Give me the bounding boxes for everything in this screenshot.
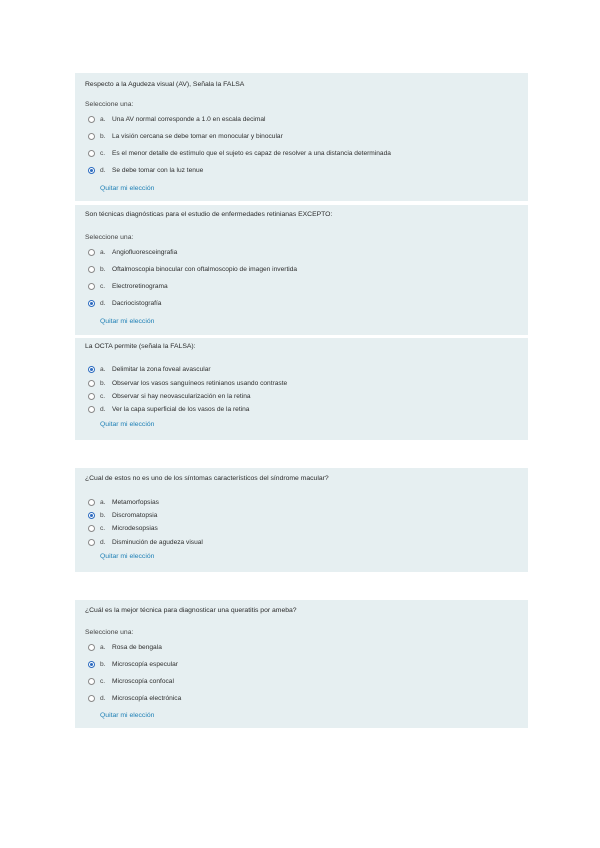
option-label: Disminución de agudeza visual	[112, 538, 203, 546]
select-prompt: Seleccione una:	[85, 234, 134, 241]
option-letter: b.	[100, 660, 106, 668]
option-letter: d.	[100, 405, 106, 413]
question-text: ¿Cual de estos no es uno de los síntomas característicos del síndrome macular?	[85, 475, 329, 482]
option-label: Es el menor detalle de estímulo que el sujeto es capaz de resolver a una distancia determinada	[112, 149, 391, 157]
radio-button[interactable]	[88, 678, 95, 685]
option-a[interactable]	[88, 497, 159, 507]
option-label: Dacriocistografía	[112, 299, 162, 307]
radio-button[interactable]	[88, 150, 95, 157]
option-a[interactable]	[88, 247, 177, 257]
option-label: Ver la capa superficial de los vasos de la retina	[112, 405, 250, 413]
radio-button[interactable]	[88, 539, 95, 546]
option-letter: b.	[100, 379, 106, 387]
option-label: Microscopía confocal	[112, 677, 174, 685]
radio-button[interactable]	[88, 512, 95, 519]
clear-choice-link[interactable]: Quitar mi elección	[100, 553, 155, 560]
option-b[interactable]	[88, 131, 283, 141]
question-card-4	[75, 468, 528, 572]
question-card-5	[75, 600, 528, 728]
radio-button[interactable]	[88, 499, 95, 506]
clear-choice-link[interactable]: Quitar mi elección	[100, 712, 155, 719]
option-letter: c.	[100, 524, 106, 532]
option-c[interactable]	[88, 148, 391, 158]
option-label: Electroretinograma	[112, 282, 168, 290]
question-card-2	[75, 205, 528, 335]
option-letter: d.	[100, 538, 106, 546]
radio-button[interactable]	[88, 266, 95, 273]
radio-button[interactable]	[88, 380, 95, 387]
question-card-1	[75, 73, 528, 201]
question-card-3	[75, 338, 528, 440]
option-letter: a.	[100, 248, 106, 256]
question-text: Son técnicas diagnósticas para el estudio de enfermedades retinianas EXCEPTO:	[85, 211, 333, 218]
option-label: Observar si hay neovascularización en la retina	[112, 392, 251, 400]
radio-button[interactable]	[88, 525, 95, 532]
option-d[interactable]	[88, 298, 161, 308]
radio-button[interactable]	[88, 133, 95, 140]
question-text: ¿Cuál es la mejor técnica para diagnosticar una queratitis por ameba?	[85, 607, 297, 614]
option-label: Microscopía electrónica	[112, 694, 182, 702]
option-letter: b.	[100, 265, 106, 273]
option-label: Oftalmoscopia binocular con oftalmoscopio de imagen invertida	[112, 265, 298, 273]
option-letter: d.	[100, 694, 106, 702]
option-letter: b.	[100, 132, 106, 140]
option-d[interactable]	[88, 404, 249, 414]
question-text: La OCTA permite (señala la FALSA):	[85, 343, 196, 350]
option-letter: a.	[100, 365, 106, 373]
option-b[interactable]	[88, 510, 157, 520]
option-label: La visión cercana se debe tomar en monocular y binocular	[112, 132, 283, 140]
option-letter: c.	[100, 149, 106, 157]
radio-button[interactable]	[88, 393, 95, 400]
option-letter: d.	[100, 166, 106, 174]
option-label: Rosa de bengala	[112, 643, 162, 651]
radio-button[interactable]	[88, 167, 95, 174]
option-d[interactable]	[88, 165, 203, 175]
option-d[interactable]	[88, 693, 181, 703]
clear-choice-link[interactable]: Quitar mi elección	[100, 421, 155, 428]
option-label: Una AV normal corresponde a 1.0 en escala decimal	[112, 115, 266, 123]
option-c[interactable]	[88, 391, 251, 401]
option-c[interactable]	[88, 281, 168, 291]
radio-button[interactable]	[88, 116, 95, 123]
option-letter: a.	[100, 498, 106, 506]
radio-button[interactable]	[88, 366, 95, 373]
option-c[interactable]	[88, 523, 158, 533]
radio-button[interactable]	[88, 661, 95, 668]
option-letter: c.	[100, 677, 106, 685]
option-b[interactable]	[88, 264, 297, 274]
option-b[interactable]	[88, 378, 287, 388]
option-a[interactable]	[88, 364, 211, 374]
radio-button[interactable]	[88, 283, 95, 290]
clear-choice-link[interactable]: Quitar mi elección	[100, 185, 155, 192]
option-letter: c.	[100, 392, 106, 400]
question-text: Respecto a la Agudeza visual (AV), Señala la FALSA	[85, 81, 245, 88]
option-label: Discromatopsia	[112, 511, 158, 519]
select-prompt: Seleccione una:	[85, 101, 134, 108]
radio-button[interactable]	[88, 249, 95, 256]
option-a[interactable]	[88, 642, 162, 652]
option-label: Microscopía especular	[112, 660, 178, 668]
option-c[interactable]	[88, 676, 174, 686]
option-letter: c.	[100, 282, 106, 290]
option-label: Se debe tomar con la luz tenue	[112, 166, 204, 174]
option-letter: a.	[100, 643, 106, 651]
option-letter: a.	[100, 115, 106, 123]
option-d[interactable]	[88, 537, 203, 547]
option-letter: d.	[100, 299, 106, 307]
option-label: Observar los vasos sanguíneos retinianos usando contraste	[112, 379, 288, 387]
radio-button[interactable]	[88, 300, 95, 307]
option-a[interactable]	[88, 114, 265, 124]
option-b[interactable]	[88, 659, 178, 669]
option-label: Metamorfopsias	[112, 498, 159, 506]
radio-button[interactable]	[88, 695, 95, 702]
radio-button[interactable]	[88, 406, 95, 413]
option-label: Angiofluoresceingrafia	[112, 248, 178, 256]
option-label: Delimitar la zona foveal avascular	[112, 365, 211, 373]
radio-button[interactable]	[88, 644, 95, 651]
option-label: Microdesopsias	[112, 524, 158, 532]
option-letter: b.	[100, 511, 106, 519]
clear-choice-link[interactable]: Quitar mi elección	[100, 318, 155, 325]
select-prompt: Seleccione una:	[85, 629, 134, 636]
